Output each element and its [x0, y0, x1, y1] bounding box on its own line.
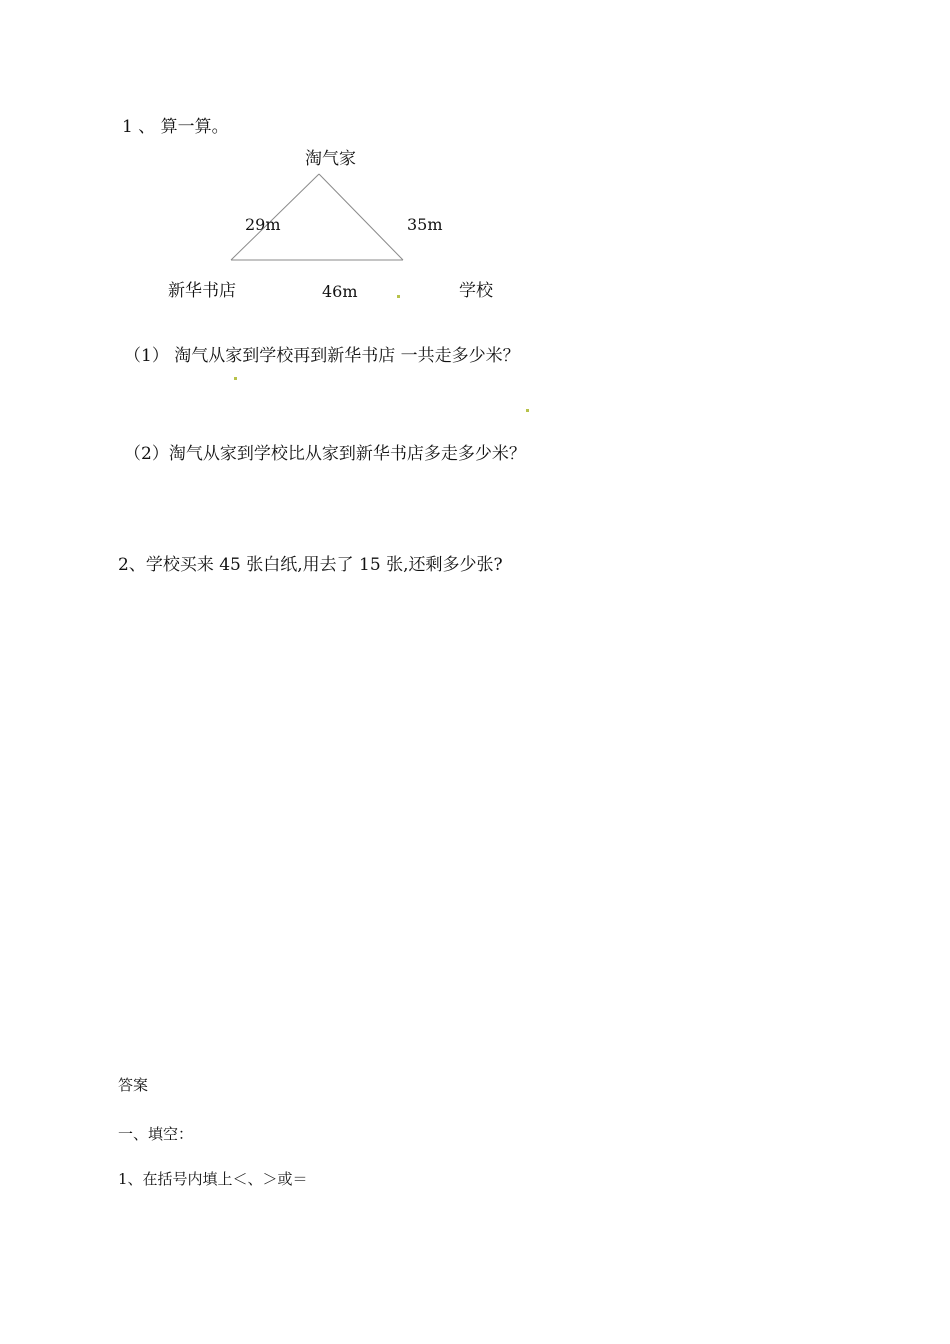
question-2: 2、学校买来 45 张白纸,用去了 15 张,还剩多少张? [118, 555, 503, 575]
answers-item-1: 1、在括号内填上＜、＞或＝ [118, 1170, 308, 1188]
label-school: 学校 [459, 281, 493, 301]
question-1-part-1: （1） 淘气从家到学校再到新华书店 一共走多少米？ [124, 346, 520, 366]
triangle-right-side [319, 174, 403, 260]
label-taoqi-home: 淘气家 [305, 149, 356, 169]
speck-mark [234, 377, 237, 380]
label-left-distance: 29m [245, 215, 281, 234]
question-1-part-2: （2）淘气从家到学校比从家到新华书店多走多少米？ [124, 444, 526, 464]
speck-mark [397, 295, 400, 298]
question-1-heading: 1 、 算一算。 [122, 117, 229, 137]
speck-mark [526, 409, 529, 412]
answers-title: 答案 [118, 1076, 149, 1094]
answers-section-fill-blank: 一、填空： [118, 1125, 194, 1143]
label-base-distance: 46m [322, 282, 358, 301]
label-right-distance: 35m [407, 215, 443, 234]
label-bookstore: 新华书店 [168, 281, 236, 301]
triangle-diagram [0, 0, 950, 320]
